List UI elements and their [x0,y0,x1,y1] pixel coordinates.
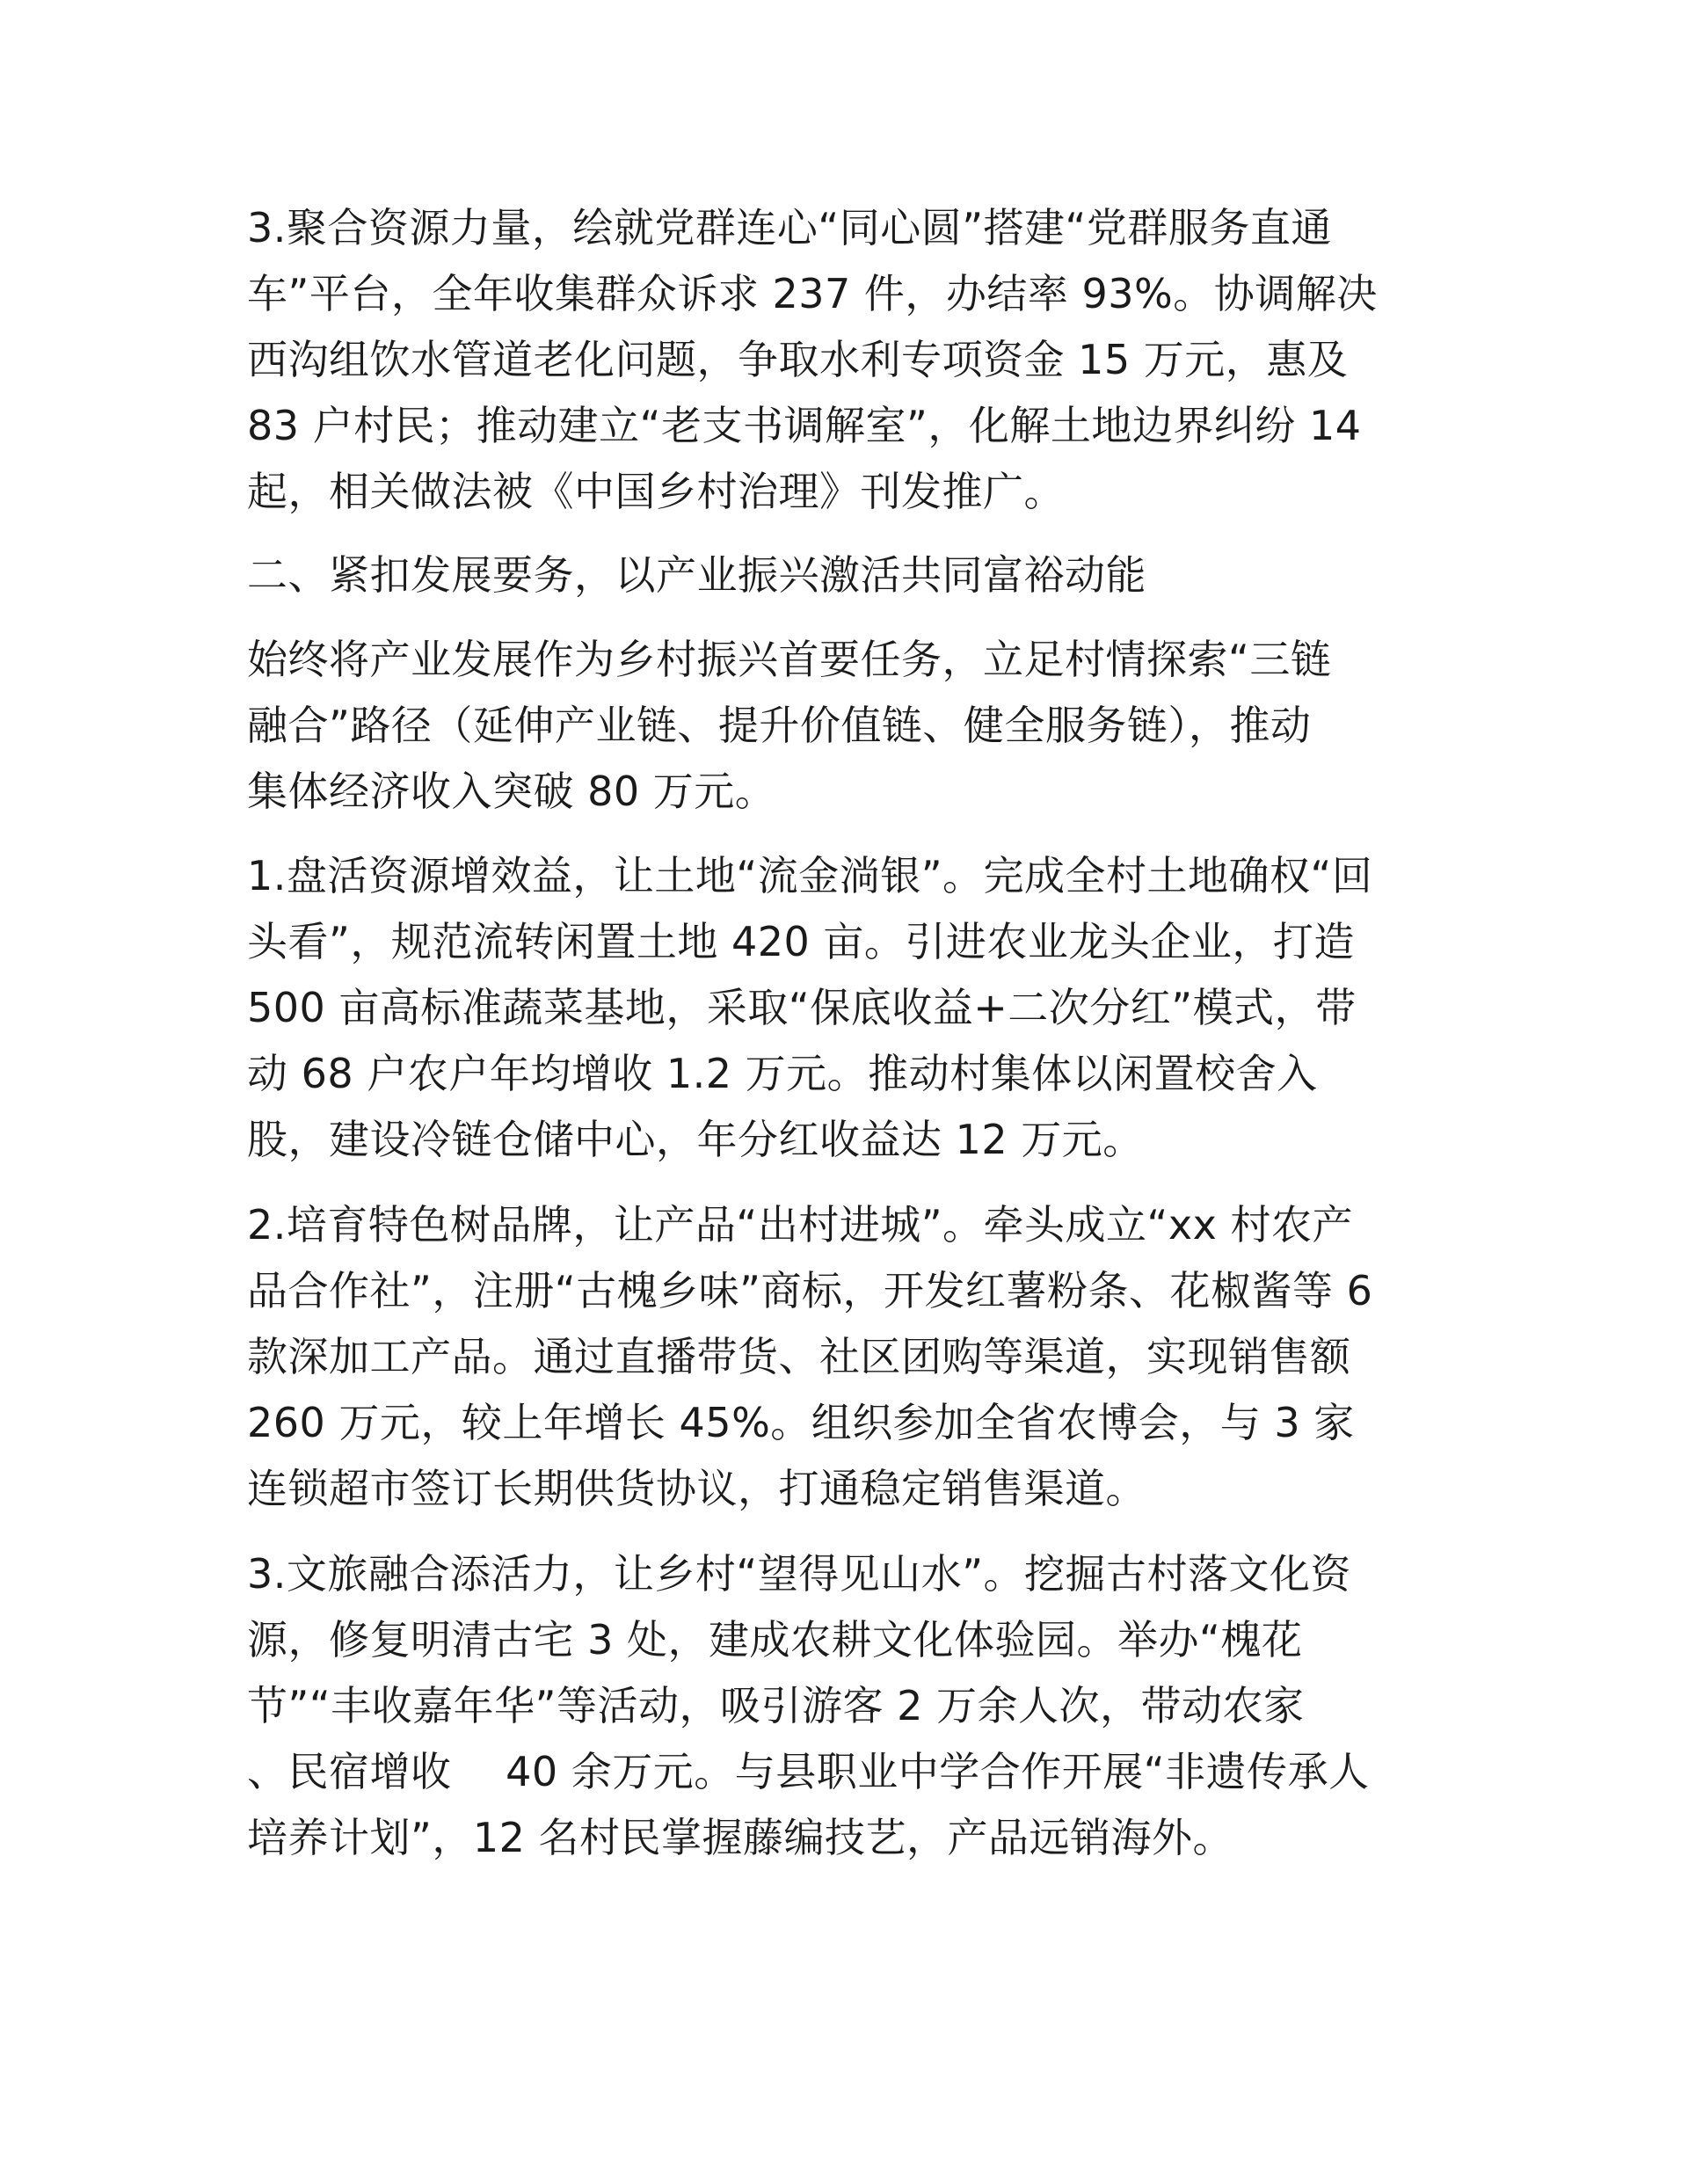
paragraph-party-service [247,195,1434,525]
text-line: 源，修复明清古宅 3 处，建成农耕文化体验园。举办“槐花 [247,1616,1303,1663]
text-line: 起，相关做法被《中国乡村治理》刊发推广。 [247,468,1065,515]
text-line: 3.聚合资源力量，绘就党群连心“同心圆”搭建“党群服务直通 [247,204,1332,251]
text-line: 动 68 户农户年均增收 1.2 万元。推动村集体以闲置校舍入 [247,1050,1318,1097]
text-line: 260 万元，较上年增长 45%。组织参加全省农博会，与 3 家 [247,1399,1355,1446]
heading-text: 二、紧扣发展要务，以产业振兴激活共同富裕动能 [247,551,1146,599]
text-line: 款深加工产品。通过直播带货、社区团购等渠道，实现销售额 [247,1333,1351,1380]
text-line: 西沟组饮水管道老化问题，争取水利专项资金 15 万元，惠及 [247,336,1349,383]
document-body [247,195,1434,1871]
text-line: 培养计划”，12 名村民掌握藤编技艺，产品远销海外。 [247,1814,1233,1861]
text-line: 品合作社”，注册“古槐乡味”商标，开发红薯粉条、花椒酱等 6 [247,1267,1373,1314]
text-line: 车”平台，全年收集群众诉求 237 件，办结率 93%。协调解决 [247,270,1378,317]
paragraph-culture-tourism [247,1541,1434,1871]
paragraph-brand-building [247,1192,1434,1522]
text-line: 节”“丰收嘉年华”等活动，吸引游客 2 万余人次，带动农家 [247,1682,1305,1729]
paragraph-industry-intro [247,627,1434,825]
text-line: 集体经济收入突破 80 万元。 [247,768,776,815]
text-line: 头看”，规范流转闲置土地 420 亩。引进农业龙头企业，打造 [247,918,1355,965]
text-line: 股，建设冷链仓储中心，年分红收益达 12 万元。 [247,1116,1144,1163]
text-line: 始终将产业发展作为乡村振兴首要任务，立足村情探索“三链 [247,636,1332,683]
text-line: 1.盘活资源增效益，让土地“流金淌银”。完成全村土地确权“回 [247,852,1373,899]
text-line: 500 亩高标准蔬菜基地，采取“保底收益+二次分红”模式，带 [247,984,1357,1031]
section-heading [247,542,1434,608]
text-line: 、民宿增收 40 余万元。与县职业中学合作开展“非遗传承人 [247,1748,1370,1795]
paragraph-land-resources [247,843,1434,1173]
text-line: 2.培育特色树品牌，让产品“出村进城”。牵头成立“xx 村农产 [247,1201,1353,1249]
text-line: 3.文旅融合添活力，让乡村“望得见山水”。挖掘古村落文化资 [247,1550,1352,1598]
text-line: 融合”路径（延伸产业链、提升价值链、健全服务链），推动 [247,702,1312,749]
text-line: 83 户村民；推动建立“老支书调解室”，化解土地边界纠纷 14 [247,402,1362,449]
text-line: 连锁超市签订长期供货协议，打通稳定销售渠道。 [247,1465,1146,1512]
